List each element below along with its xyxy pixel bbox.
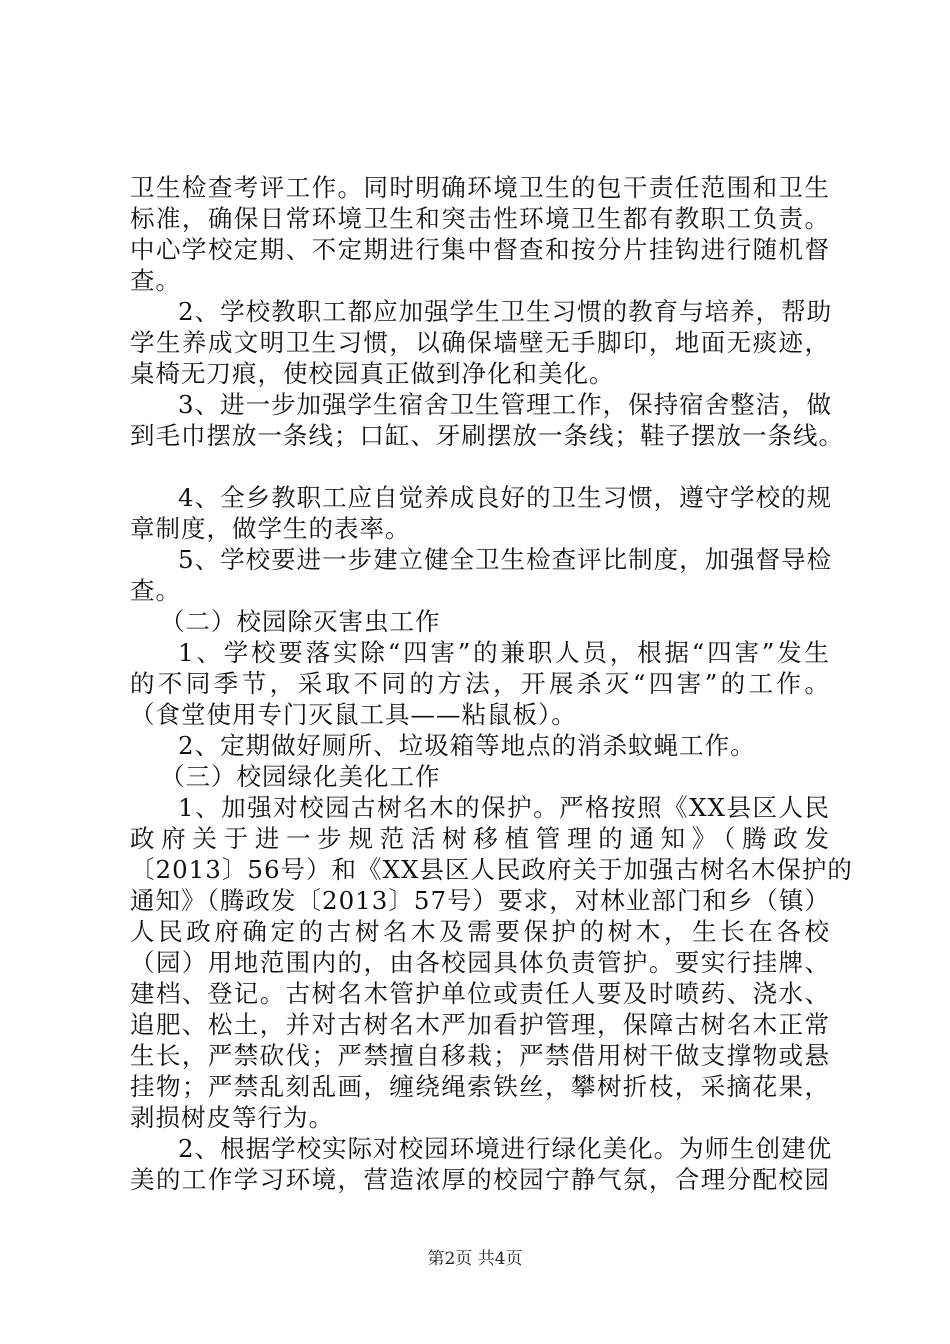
text-line: 1、学校要落实除“四害”的兼职人员，根据“四害”发生 [178,638,830,667]
text-line: 1、加强对校园古树名木的保护。严格按照《XX县区人民 [178,793,830,822]
text-line: 到毛巾摆放一条线；口缸、牙刷摆放一条线；鞋子摆放一条线。 [130,421,844,450]
text-line: 卫生检查考评工作。同时明确环境卫生的包干责任范围和卫生 [130,173,830,202]
text-line: 美的工作学习环境，营造浓厚的校园宁静气氛，合理分配校园 [130,1165,830,1194]
text-line: 中心学校定期、不定期进行集中督查和按分片挂钩进行随机督 [130,235,830,264]
text-line: 〔2013〕56号）和《XX县区人民政府关于加强古树名木保护的 [130,855,853,884]
text-line: 查。 [130,576,181,605]
section-heading: （三）校园绿化美化工作 [160,762,441,791]
text-line: 生长，严禁砍伐；严禁擅自移栽；严禁借用树干做支撑物或悬 [130,1041,830,1070]
text-line: 2、定期做好厕所、垃圾箱等地点的消杀蚊蝇工作。 [178,731,756,760]
section-heading: （二）校园除灭害虫工作 [160,607,441,636]
text-line: 建档、登记。古树名木管护单位或责任人要及时喷药、浇水、 [130,979,830,1008]
text-line: 2、学校教职工都应加强学生卫生习惯的教育与培养，帮助 [178,297,833,326]
text-line: 5、学校要进一步建立健全卫生检查评比制度，加强督导检 [178,545,833,574]
page-number-footer: 第2页 共4页 [427,1249,523,1269]
text-line: 学生养成文明卫生习惯，以确保墙壁无手脚印，地面无痰迹， [130,328,830,357]
text-line: 标准，确保日常环境卫生和突击性环境卫生都有教职工负责。 [130,204,830,233]
text-line: 人民政府确定的古树名木及需要保护的树木，生长在各校 [130,917,830,946]
text-line: 桌椅无刀痕，使校园真正做到净化和美化。 [130,359,615,388]
text-line: 查。 [130,266,181,295]
text-line: 剥损树皮等行为。 [130,1103,334,1132]
text-line: 章制度，做学生的表率。 [130,514,411,543]
text-line: 挂物；严禁乱刻乱画，缠绕绳索铁丝，攀树折枝，采摘花果， [130,1072,830,1101]
text-line: 通知》（腾政发〔2013〕57号）要求，对林业部门和乡（镇） [130,886,830,915]
text-line: （园）用地范围内的，由各校园具体负责管护。要实行挂牌、 [130,948,830,977]
text-line: 的不同季节，采取不同的方法，开展杀灭“四害”的工作。 [130,669,830,698]
text-line: 3、进一步加强学生宿舍卫生管理工作，保持宿舍整洁，做 [178,390,833,419]
text-line: （食堂使用专门灭鼠工具——粘鼠板）。 [130,700,577,729]
text-line: 2、根据学校实际对校园环境进行绿化美化。为师生创建优 [178,1134,833,1163]
text-line: 4、全乡教职工应自觉养成良好的卫生习惯，遵守学校的规 [178,483,833,512]
text-line: 政府关于进一步规范活树移植管理的通知》（腾政发 [130,824,830,853]
text-line: 追肥、松土，并对古树名木严加看护管理，保障古树名木正常 [130,1010,830,1039]
